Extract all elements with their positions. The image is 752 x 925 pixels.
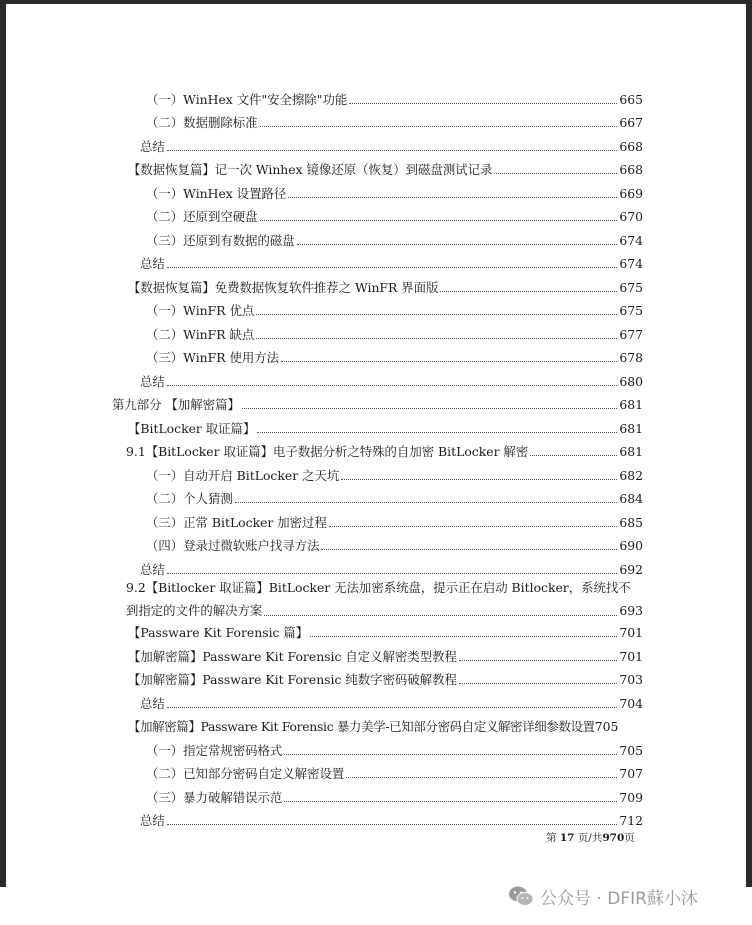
toc-entry[interactable]: （三）暴力破解错误示范 709 <box>146 790 643 805</box>
toc-entry[interactable]: （一）WinHex 设置路径 669 <box>146 186 643 201</box>
toc-entry[interactable]: 总结 674 <box>140 256 643 271</box>
toc-entry[interactable]: （三）WinFR 使用方法 678 <box>146 350 643 365</box>
toc-entry[interactable]: 【加解密篇】Passware Kit Forensic 纯数字密码破解教程 703 <box>128 672 643 687</box>
toc-entry[interactable]: 第九部分 【加解密篇】 681 <box>112 397 643 412</box>
watermark-text: 公众号 · DFIR蘇小沐 <box>540 888 698 909</box>
toc-entry[interactable]: 总结 692 <box>140 562 643 577</box>
toc-entry[interactable]: （二）还原到空硬盘 670 <box>146 209 643 224</box>
toc-entry[interactable]: 总结 680 <box>140 374 643 389</box>
current-page: 17 <box>559 832 575 844</box>
toc-entry[interactable]: （二）数据删除标准 667 <box>146 115 643 130</box>
toc-entry[interactable]: （一）WinHex 文件"安全擦除"功能 665 <box>146 92 643 107</box>
toc-entry[interactable]: 【加解密篇】Passware Kit Forensic 自定义解密类型教程 701 <box>128 649 643 664</box>
toc-entry[interactable]: （四）登录过微软账户找寻方法 690 <box>146 538 643 553</box>
toc-entry[interactable]: 9.1【BitLocker 取证篇】电子数据分析之特殊的自加密 BitLocker 解密 681 <box>126 444 643 459</box>
toc-entry[interactable]: （一）自动开启 BitLocker 之天坑 682 <box>146 468 643 483</box>
toc-entry[interactable]: （一）WinFR 优点 675 <box>146 303 643 318</box>
toc-entry[interactable]: 【数据恢复篇】记一次 Winhex 镜像还原（恢复）到磁盘测试记录 668 <box>128 162 643 177</box>
toc-entry[interactable]: （二）个人猜测 684 <box>146 491 643 506</box>
toc-entry-line1: 9.2【Bitlocker 取证篇】BitLocker 无法加密系统盘，提示正在启动 Bitlocker，系统找不 <box>126 580 631 595</box>
toc-entry[interactable]: 【Passware Kit Forensic 篇】 701 <box>128 625 643 640</box>
toc-entry[interactable]: （二）已知部分密码自定义解密设置 707 <box>146 766 643 781</box>
toc-entry[interactable]: 【加解密篇】Passware Kit Forensic 暴力美学-已知部分密码自定义解密详细参数设置 705 <box>128 719 619 734</box>
toc-entry[interactable]: （三）正常 BitLocker 加密过程 685 <box>146 515 643 530</box>
toc-entry-line2: 到指定的文件的解决方案 693 <box>126 603 643 618</box>
toc-entry[interactable]: 总结 712 <box>140 813 643 828</box>
document-page <box>6 4 746 887</box>
toc-entry[interactable]: （一）指定常规密码格式 705 <box>146 743 643 758</box>
toc-entry-multiline[interactable] <box>126 576 643 622</box>
wechat-watermark <box>508 883 698 909</box>
toc-entry[interactable]: 【数据恢复篇】免费数据恢复软件推荐之 WinFR 界面版 675 <box>128 280 643 295</box>
toc-entry[interactable]: 总结 668 <box>140 139 643 154</box>
total-pages: 970 <box>602 832 625 844</box>
toc-entry[interactable]: （二）WinFR 缺点 677 <box>146 327 643 342</box>
toc-entry[interactable]: （三）还原到有数据的磁盘 674 <box>146 233 643 248</box>
toc-entry[interactable]: 【BitLocker 取证篇】 681 <box>128 421 643 436</box>
wechat-icon <box>508 885 534 907</box>
toc-entry[interactable]: 总结 704 <box>140 696 643 711</box>
page-number-footer: 第 17 页/共970页 <box>546 832 635 844</box>
